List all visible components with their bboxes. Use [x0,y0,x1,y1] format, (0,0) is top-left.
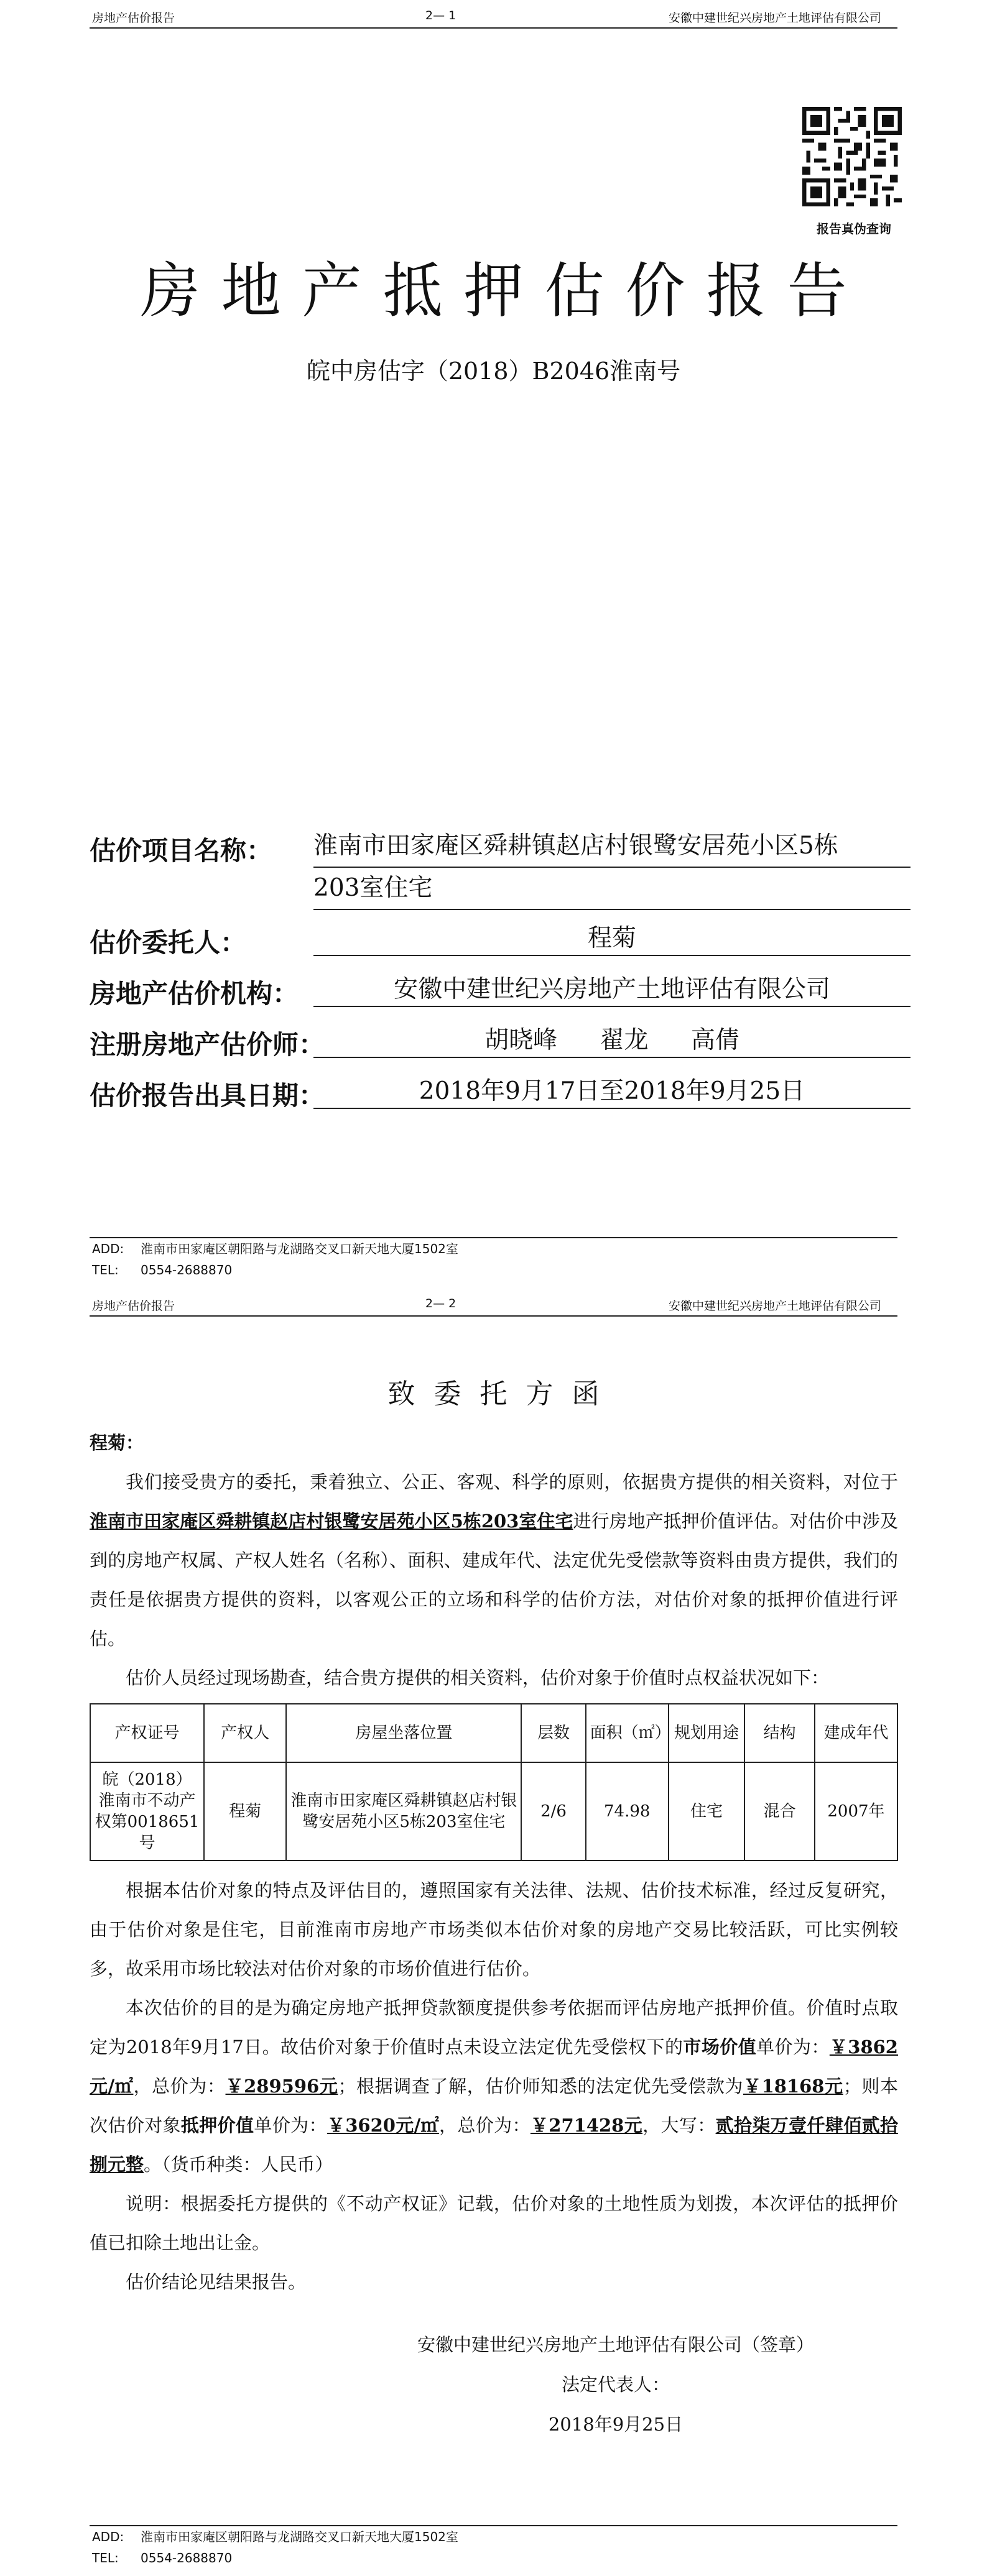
date-value: 2018年9月17日至2018年9月25日 [313,1072,911,1109]
property-rights-table [90,1703,898,1861]
footer-tel-label: TEL: [92,2551,119,2565]
table-header-row [90,1704,897,1762]
mortgage-unit-price: ￥3620元/㎡ [327,2115,440,2136]
client-row [90,913,911,964]
market-value-label: 市场价值 [683,2036,757,2058]
total-price-capitalized: 贰拾柒万壹仟肆佰贰拾捌元整 [90,2115,898,2175]
header-left: 房地产估价报告 [92,11,175,25]
report-info-block [90,821,911,1116]
paragraph-2: 估价人员经过现场勘查，结合贵方提供的相关资料，估价对象于价值时点权益状况如下： [126,1667,830,1688]
paragraph-1: 我们接受贵方的委托，秉着独立、公正、客观、科学的原则，依据贵方提供的相关资料，对位于淮南市田家庵区舜耕镇赵店村银鹭安居苑小区5栋203室住宅进行房地产抵押价值评估。对估价中涉及到的房地产权属、产权人姓名（名称）、面积、建成年代、法定优先受偿款等资料由贵方提供，我们的责任是依据贵方提供的资料，以客观公正的立场和科学的估价方法，对估价对象的抵押价值进行评估。 [90,1471,898,1649]
appraisers-value [313,1021,911,1058]
footer-address: 淮南市田家庵区朝阳路与龙湖路交叉口新天地大厦1502室 [141,2529,458,2544]
page-footer [90,1237,897,1281]
mortgage-value-label: 抵押价值 [180,2115,254,2136]
priority-payment: ￥18168元 [743,2076,843,2097]
page-footer [90,2525,897,2569]
signature-block [392,2325,840,2444]
client-label: 估价委托人： [90,927,247,958]
document-number: 皖中房估字（2018）B2046淮南号 [306,357,681,385]
project-value [313,826,911,911]
table-cell: 程菊 [204,1762,286,1861]
table-header: 层数 [521,1704,585,1762]
sign-company: 安徽中建世纪兴房地产土地评估有限公司（签章） [417,2334,814,2355]
salutation: 程菊： [90,1432,144,1453]
table-header: 结构 [744,1704,815,1762]
mortgage-total-price: ￥271428元 [530,2115,643,2136]
date-row [90,1065,911,1116]
letter-body [90,1424,898,1698]
appraisers-label: 注册房地产估价师： [90,1029,325,1060]
qr-caption: 报告真伪查询 [817,221,891,236]
footer-add-label: ADD: [92,2529,124,2544]
market-unit-price: ￥3862元/㎡ [90,2036,898,2097]
project-label: 估价项目名称： [90,835,273,866]
table-cell: 皖（2018）淮南市不动产权第0018651号 [90,1762,204,1861]
letter-body-continued [90,1871,898,2302]
project-row [90,821,911,913]
date-label: 估价报告出具日期： [90,1080,325,1111]
table-cell: 混合 [744,1762,815,1861]
table-header: 面积（㎡） [586,1704,669,1762]
property-address: 淮南市田家庵区舜耕镇赵店村银鹭安居苑小区5栋203室住宅 [90,1511,573,1532]
qr-code-icon[interactable] [802,107,902,206]
table-cell: 住宅 [669,1762,744,1861]
footer-tel-label: TEL: [92,1263,119,1277]
header-page-number: 2— 2 [425,1297,456,1310]
header-left: 房地产估价报告 [92,1299,175,1313]
table-row [90,1762,897,1861]
table-header: 规划用途 [669,1704,744,1762]
appraiser-1: 胡晓峰 [484,1026,558,1054]
header-page-number: 2— 1 [425,9,456,22]
table-cell: 2/6 [521,1762,585,1861]
appraiser-3: 高倩 [690,1026,739,1054]
page-header [90,1294,897,1317]
paragraph-4: 本次估价的目的是为确定房地产抵押贷款额度提供参考依据而评估房地产抵押价值。价值时点取定为2018年9月17日。故估价对象于价值时点未设立法定优先受偿权下的市场价值单价为：￥3862元/㎡，总价为：￥289596元；根据调查了解，估价师知悉的法定优先受偿款为￥18168元；则本次估价对象抵押价值单价为：￥3620元/㎡，总价为：￥271428元，大写：贰拾柒万壹仟肆佰贰拾捌元整。（货币种类：人民币） [90,1997,898,2175]
sign-representative: 法定代表人： [561,2374,670,2395]
report-title: 房地产抵押估价报告 [140,256,868,326]
footer-address: 淮南市田家庵区朝阳路与龙湖路交叉口新天地大厦1502室 [141,1241,458,1256]
sign-date: 2018年9月25日 [548,2414,683,2435]
header-right: 安徽中建世纪兴房地产土地评估有限公司 [668,11,881,25]
project-value-line2: 203室住宅 [313,868,911,910]
project-value-line1: 淮南市田家庵区舜耕镇赵店村银鹭安居苑小区5栋 [313,826,911,868]
agency-label: 房地产估价机构： [90,978,299,1009]
table-header: 产权证号 [90,1704,204,1762]
table-cell: 淮南市田家庵区舜耕镇赵店村银鹭安居苑小区5栋203室住宅 [286,1762,521,1861]
paragraph-6: 估价结论见结果报告。 [126,2271,307,2293]
appraiser-2: 翟龙 [600,1026,649,1054]
table-header: 产权人 [204,1704,286,1762]
table-cell: 2007年 [815,1762,897,1861]
table-header: 建成年代 [815,1704,897,1762]
table-header: 房屋坐落位置 [286,1704,521,1762]
table-cell: 74.98 [586,1762,669,1861]
agency-row [90,964,911,1014]
appraisers-row [90,1014,911,1065]
footer-add-label: ADD: [92,1241,124,1256]
header-right: 安徽中建世纪兴房地产土地评估有限公司 [668,1299,881,1313]
footer-tel: 0554-2688870 [141,1263,233,1277]
footer-tel: 0554-2688870 [141,2551,233,2565]
paragraph-5: 说明：根据委托方提供的《不动产权证》记载，估价对象的土地性质为划拨，本次评估的抵押价值已扣除土地出让金。 [90,2193,898,2253]
client-value: 程菊 [313,919,911,956]
agency-value: 安徽中建世纪兴房地产土地评估有限公司 [313,970,911,1007]
market-total-price: ￥289596元 [225,2076,338,2097]
paragraph-3: 根据本估价对象的特点及评估目的，遵照国家有关法律、法规、估价技术标准，经过反复研究，由于估价对象是住宅，目前淮南市房地产市场类似本估价对象的房地产交易比较活跃，可比实例较多，故采用市场比较法对估价对象的市场价值进行估价。 [90,1880,898,1979]
letter-title: 致委托方函 [387,1378,618,1410]
page-header [90,6,897,29]
